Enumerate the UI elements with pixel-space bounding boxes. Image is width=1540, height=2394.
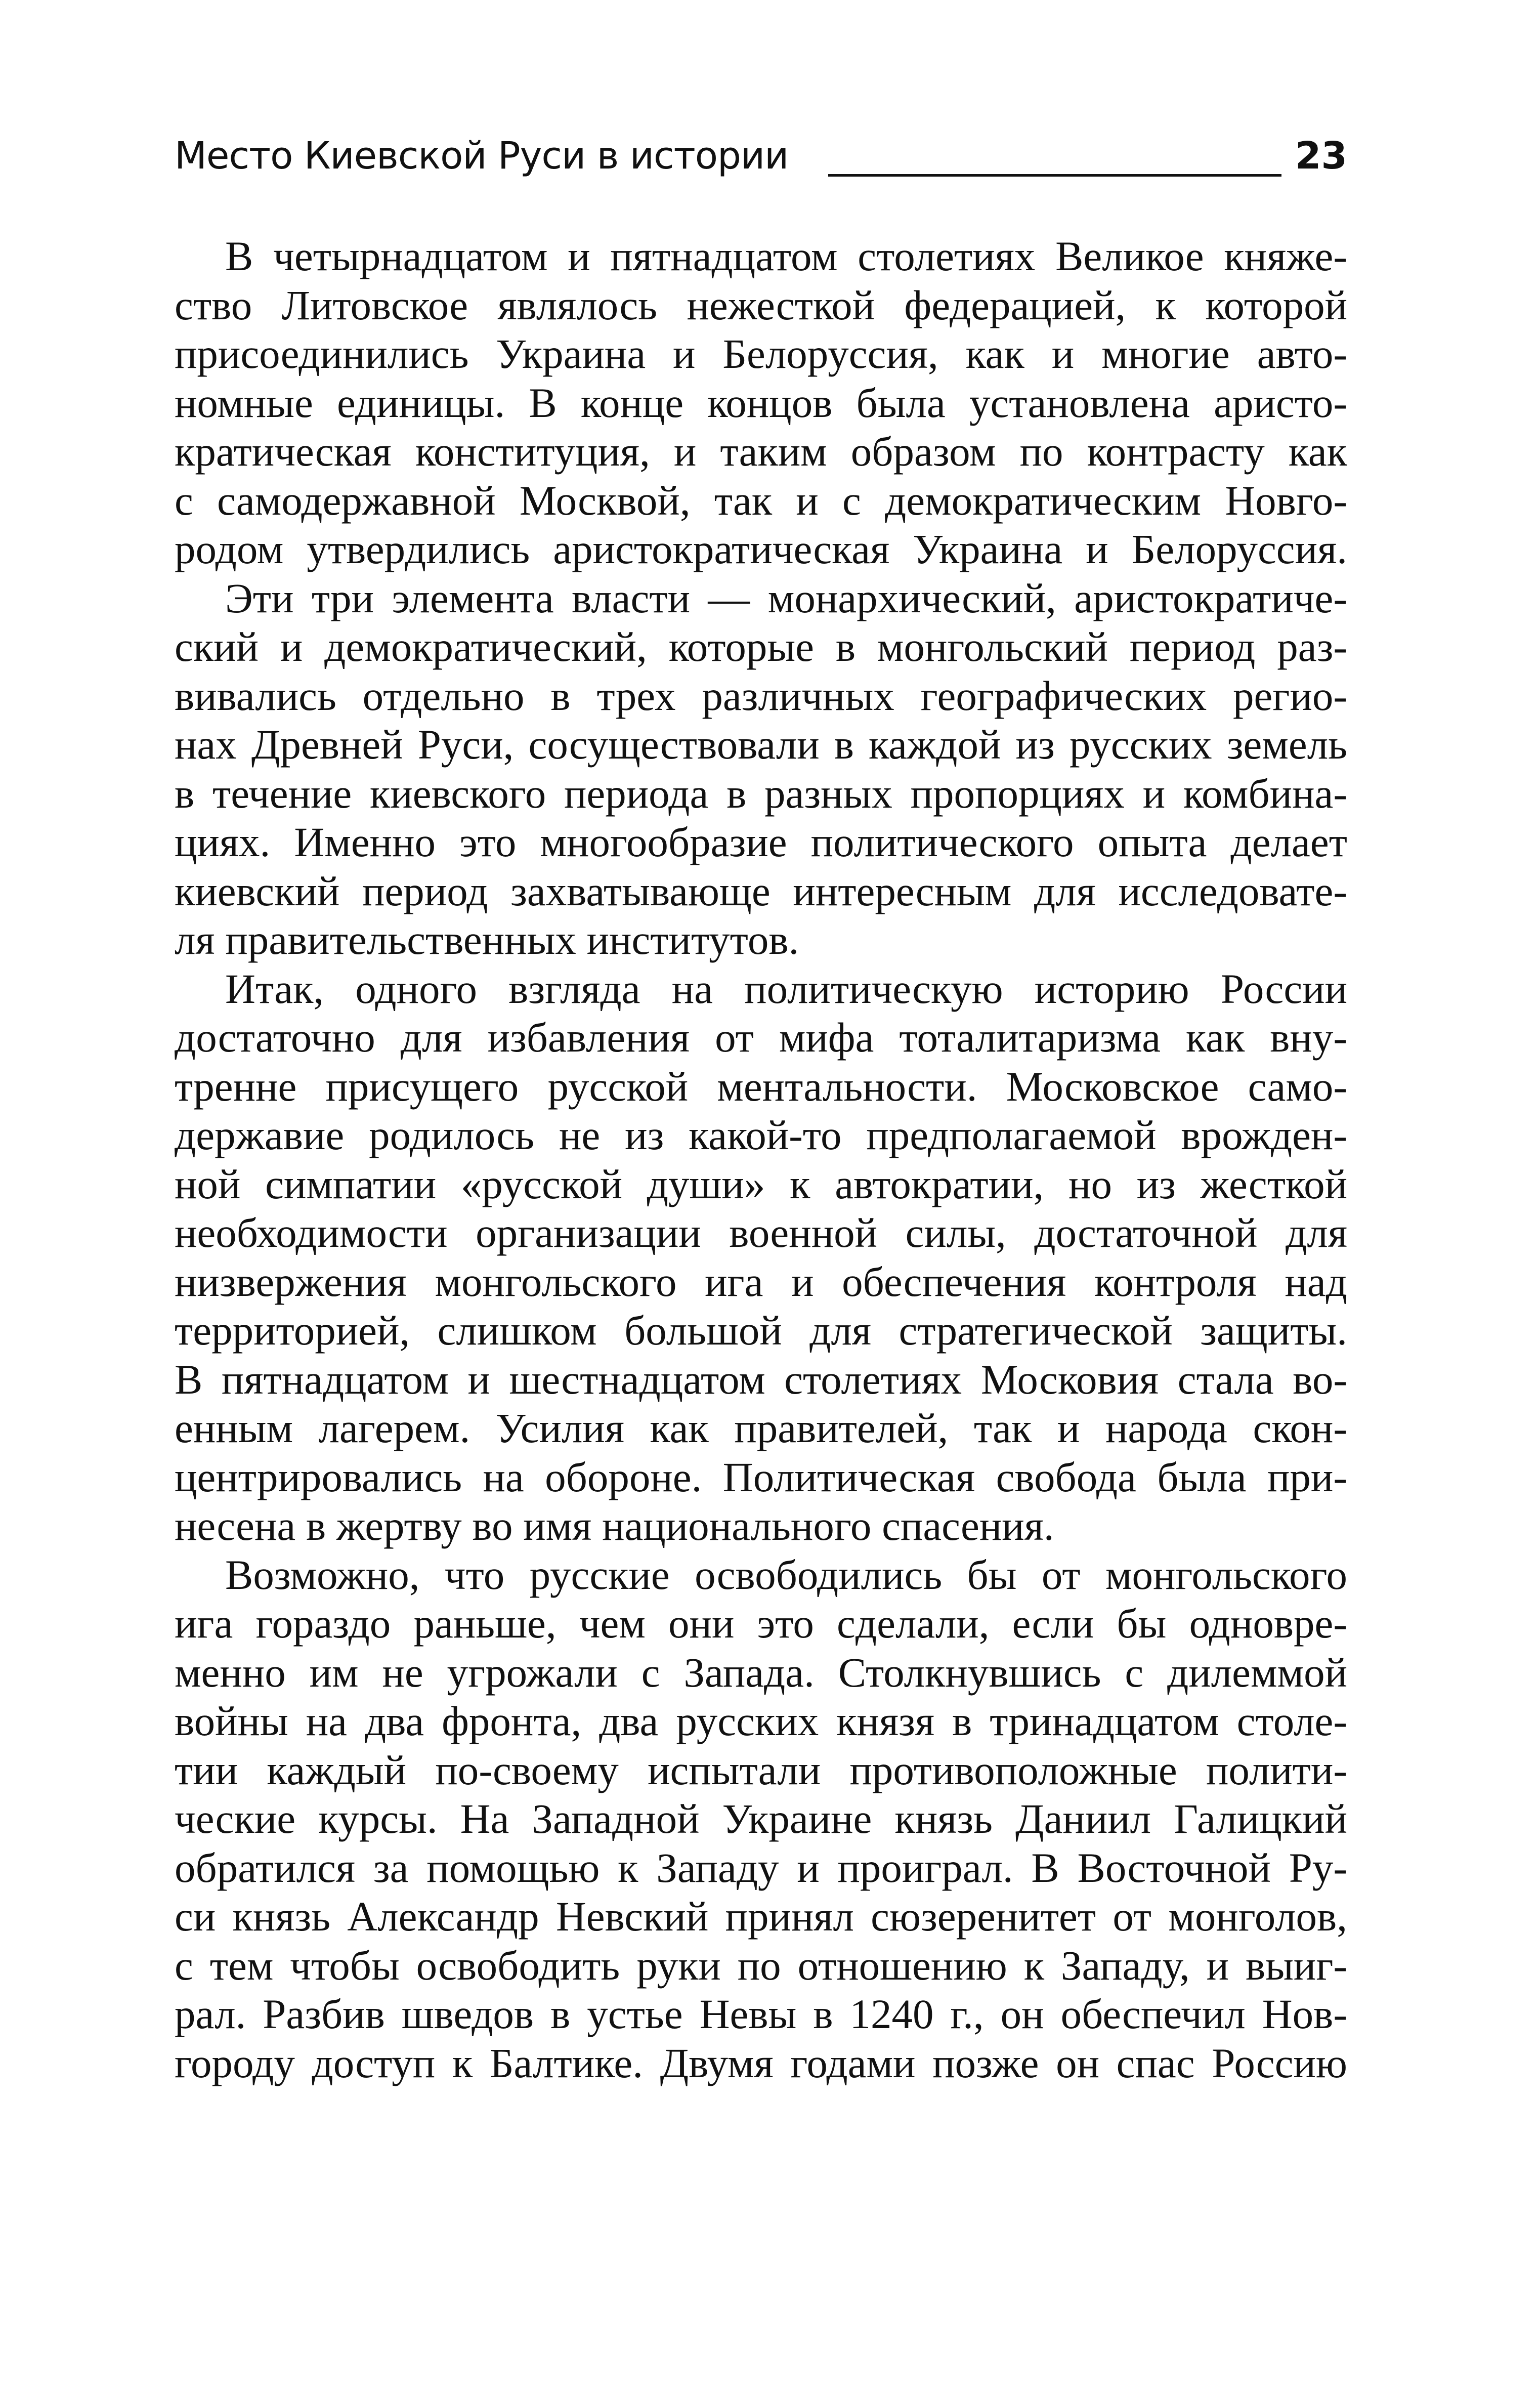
text-line: низвержения монгольского ига и обеспечения контроля над: [175, 1258, 1347, 1305]
text-line: ческие курсы. На Западной Украине князь Даниил Галицкий: [175, 1795, 1347, 1842]
text-line: ский и демократический, которые в монгольский период раз-: [175, 623, 1347, 670]
text-line: В пятнадцатом и шестнадцатом столетиях Московия стала во-: [175, 1356, 1347, 1403]
text-line: Итак, одного взгляда на политическую историю России: [225, 965, 1347, 1012]
text-line: ной симпатии «русской души» к автократии, но из жесткой: [175, 1160, 1347, 1207]
paragraph-2: [175, 574, 1347, 964]
text-line: Возможно, что русские освободились бы от монгольского: [225, 1551, 1347, 1598]
text-line: енным лагерем. Усилия как правителей, так и народа скон-: [175, 1405, 1347, 1451]
text-line: нах Древней Руси, сосуществовали в каждой из русских земель: [175, 721, 1347, 768]
text-line: циях. Именно это многообразие политического опыта делает: [175, 819, 1347, 865]
text-line: обратился за помощью к Западу и проиграл. В Восточной Ру-: [175, 1844, 1347, 1891]
running-title: Место Киевской Руси в истории: [175, 134, 789, 178]
text-line: си князь Александр Невский принял сюзеренитет от монголов,: [175, 1893, 1347, 1940]
running-header: [175, 131, 1347, 181]
text-line: с тем чтобы освободить руки по отношению к Западу, и выиг-: [175, 1942, 1347, 1989]
paragraph-1: [175, 232, 1347, 574]
text-line: необходимости организации военной силы, достаточной для: [175, 1209, 1347, 1256]
text-line: с самодержавной Москвой, так и с демократическим Новго-: [175, 477, 1347, 524]
text-line: вивались отдельно в трех различных географических регио-: [175, 672, 1347, 719]
text-line: центрировались на обороне. Политическая свобода была при-: [175, 1453, 1347, 1500]
text-line: менно им не угрожали с Запада. Столкнувшись с дилеммой: [175, 1649, 1347, 1696]
text-line: территорией, слишком большой для стратегической защиты.: [175, 1307, 1347, 1354]
text-line: державие родилось не из какой-то предполагаемой врожден-: [175, 1112, 1347, 1158]
paragraph-4: [175, 1550, 1347, 2088]
page-body: [175, 232, 1347, 2087]
paragraph-3: [175, 964, 1347, 1550]
page-number: 23: [1295, 134, 1347, 178]
text-line: городу доступ к Балтике. Двумя годами позже он спас Россию: [175, 2039, 1347, 2086]
text-line: в течение киевского периода в разных пропорциях и комбина-: [175, 770, 1347, 817]
text-line: рал. Разбив шведов в устье Невы в 1240 г., он обеспечил Нов-: [175, 1991, 1347, 2037]
text-line: войны на два фронта, два русских князя в тринадцатом столе-: [175, 1698, 1347, 1744]
text-line: несена в жертву во имя национального спасения.: [175, 1502, 1054, 1549]
text-line: присоединились Украина и Белоруссия, как и многие авто-: [175, 330, 1347, 377]
text-line: кратическая конституция, и таким образом по контрасту как: [175, 428, 1347, 475]
text-line: Эти три элемента власти — монархический, аристократиче-: [225, 574, 1347, 621]
text-line: ство Литовское являлось нежесткой федерацией, к которой: [175, 281, 1347, 328]
text-line: тии каждый по-своему испытали противоположные полити-: [175, 1746, 1347, 1793]
text-line: ига гораздо раньше, чем они это сделали, если бы одновре-: [175, 1600, 1347, 1647]
text-line: тренне присущего русской ментальности. Московское само-: [175, 1063, 1347, 1110]
text-line: В четырнадцатом и пятнадцатом столетиях Великое княже-: [225, 233, 1347, 279]
text-line: ля правительственных институтов.: [175, 916, 799, 963]
header-rule: [828, 174, 1281, 177]
text-line: номные единицы. В конце концов была установлена аристо-: [175, 379, 1347, 426]
text-line: достаточно для избавления от мифа тоталитаризма как вну-: [175, 1014, 1347, 1061]
text-line: родом утвердились аристократическая Украина и Белоруссия.: [175, 526, 1347, 572]
text-line: киевский период захватывающе интересным для исследовате-: [175, 867, 1347, 914]
